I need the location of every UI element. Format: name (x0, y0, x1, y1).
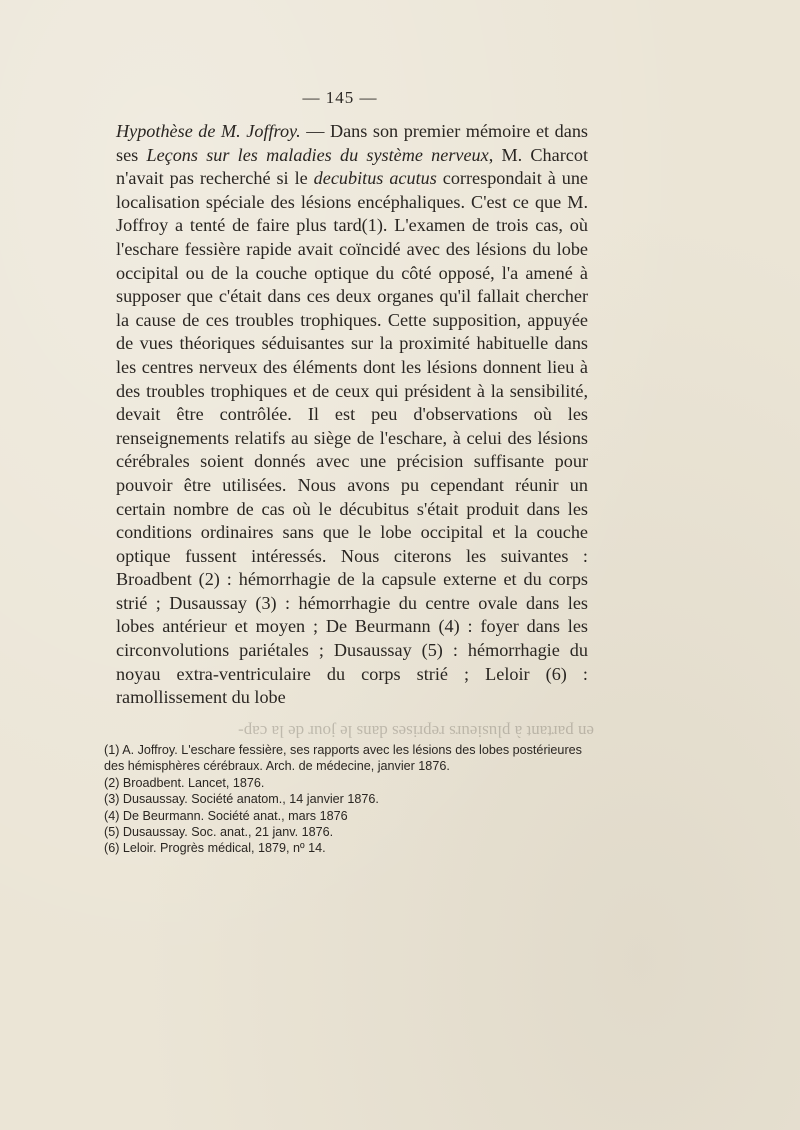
footnote-6: (6) Leloir. Progrès médical, 1879, nº 14. (104, 841, 326, 856)
footnote-1: (1) A. Joffroy. L'eschare fessière, ses rapports avec les lésions des lobes postérieures des hémisphères cérébraux. Arch. de médecine, janvier 1876. (104, 743, 582, 774)
paragraph-segment-1: — Dans son premier mémoire et dans ses (116, 121, 588, 165)
footnotes (104, 742, 600, 857)
page-number: — 145 — (302, 88, 378, 107)
footnote-5: (5) Dusaussay. Soc. anat., 21 janv. 1876. (104, 825, 334, 840)
italic-term-2: decubitus acutus (313, 168, 437, 189)
body-paragraph (116, 120, 588, 710)
section-title: Hypothèse de M. Joffroy. (116, 121, 301, 141)
footnote-4: (4) De Beurmann. Société anat., mars 1876 (104, 808, 348, 823)
bleed-through-text: en partant à plusieurs reprises dans le jour de la cap- (238, 722, 594, 741)
main-text-block (116, 120, 588, 710)
italic-term-1: Leçons sur les maladies du système nerveux (146, 144, 489, 165)
footnote-3: (3) Dusaussay. Société anatom., 14 janvier 1876. (104, 792, 379, 807)
paragraph-segment-3: correspondait à une localisation spéciale des lésions encéphaliques. C'est ce que M. Joffroy a tenté de faire plus tard(1). L'examen de trois cas, où l'eschare fessière rapide avait coïncidé avec des lésions du lobe occipital ou de la couche optique du côté opposé, l'a amené à supposer que c'était dans ces deux organes qu'il fallait chercher la cause de ces troubles trophiques. Cette supposition, appuyée de vues théoriques séduisantes sur la proximité habituelle dans les centres nerveux des éléments dont les lésions donnent lieu à des troubles trophiques et de ceux qui président à la sensibilité, devait être contrôlée. Il est peu d'observations où les renseignements relatifs au siège de l'eschare, à celui des lésions cérébrales soient donnés avec une précision suffisante pour pouvoir être utilisées. Nous avons pu cependant réunir un certain nombre de cas où le décubitus s'était produit dans les conditions ordinaires sans que le lobe occipital et la couche optique fussent intéressés. Nous citerons les suivantes : Broadbent (2) : hémorrhagie de la capsule externe et du corps strié ; Dusaussay (3) : hémorrhagie du centre ovale dans les lobes antérieur et moyen ; De Beurmann (4) : foyer dans les circonvolutions pariétales ; Dusaussay (5) : hémorrhagie du noyau extra-ventriculaire du corps strié ; Leloir (6) : ramollissement du lobe (116, 168, 588, 708)
footnote-2: (2) Broadbent. Lancet, 1876. (104, 775, 265, 790)
paragraph-segment-2: , M. Charcot n'avait pas recherché si le (116, 144, 588, 189)
